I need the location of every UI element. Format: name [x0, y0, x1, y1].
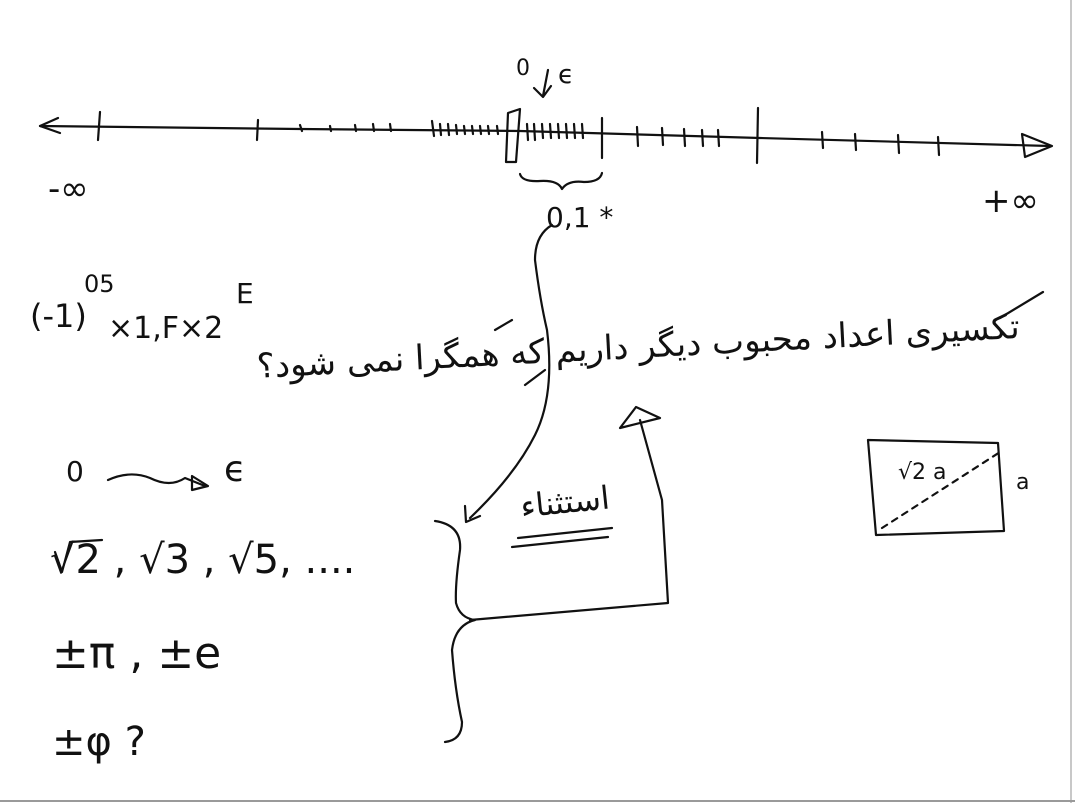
zero-bracket-rect	[506, 109, 520, 162]
neg-infinity-label: -∞	[48, 169, 89, 209]
irrationals-row-3: ±φ ?	[52, 719, 146, 765]
expression-power: E	[236, 277, 254, 310]
epsilon-top-label: ϵ	[558, 60, 574, 90]
interval-brace	[520, 173, 602, 189]
mapping-from: 0	[66, 455, 84, 488]
label-underline	[512, 528, 612, 547]
mapping-to: ϵ	[224, 449, 247, 490]
square-side-label: a	[1016, 470, 1030, 495]
zero-top-label: 0	[516, 56, 530, 81]
pos-infinity-label: +∞	[982, 181, 1039, 221]
bracket-arrow-head	[620, 407, 660, 428]
exception-label: استثناء	[518, 478, 612, 526]
bottom-edge-rule	[0, 800, 1075, 802]
square-outline	[868, 440, 1004, 535]
expression-exponent: 05	[84, 270, 115, 298]
irrational-brace	[435, 521, 475, 742]
right-edge-rule	[1070, 0, 1072, 803]
epsilon-down-arrow	[534, 70, 551, 97]
expression-base: (-1)	[30, 297, 87, 335]
square-diagonal-label: √2 a	[898, 460, 947, 485]
expression-middle: ×1,F×2	[108, 311, 224, 346]
wave-arrow	[108, 474, 205, 486]
irrationals-row-2: ±π , ±e	[52, 628, 222, 679]
minor-ticks	[300, 121, 939, 155]
persian-sentence: تکسیری اعداد محبوب دیگر داریم که همگرا نمی شود؟	[255, 306, 1021, 387]
interval-label: 0,1 *	[546, 201, 614, 234]
irrationals-row-1: √2 , √3 , √5, ....	[50, 537, 356, 583]
curved-arrow-head	[465, 506, 480, 522]
